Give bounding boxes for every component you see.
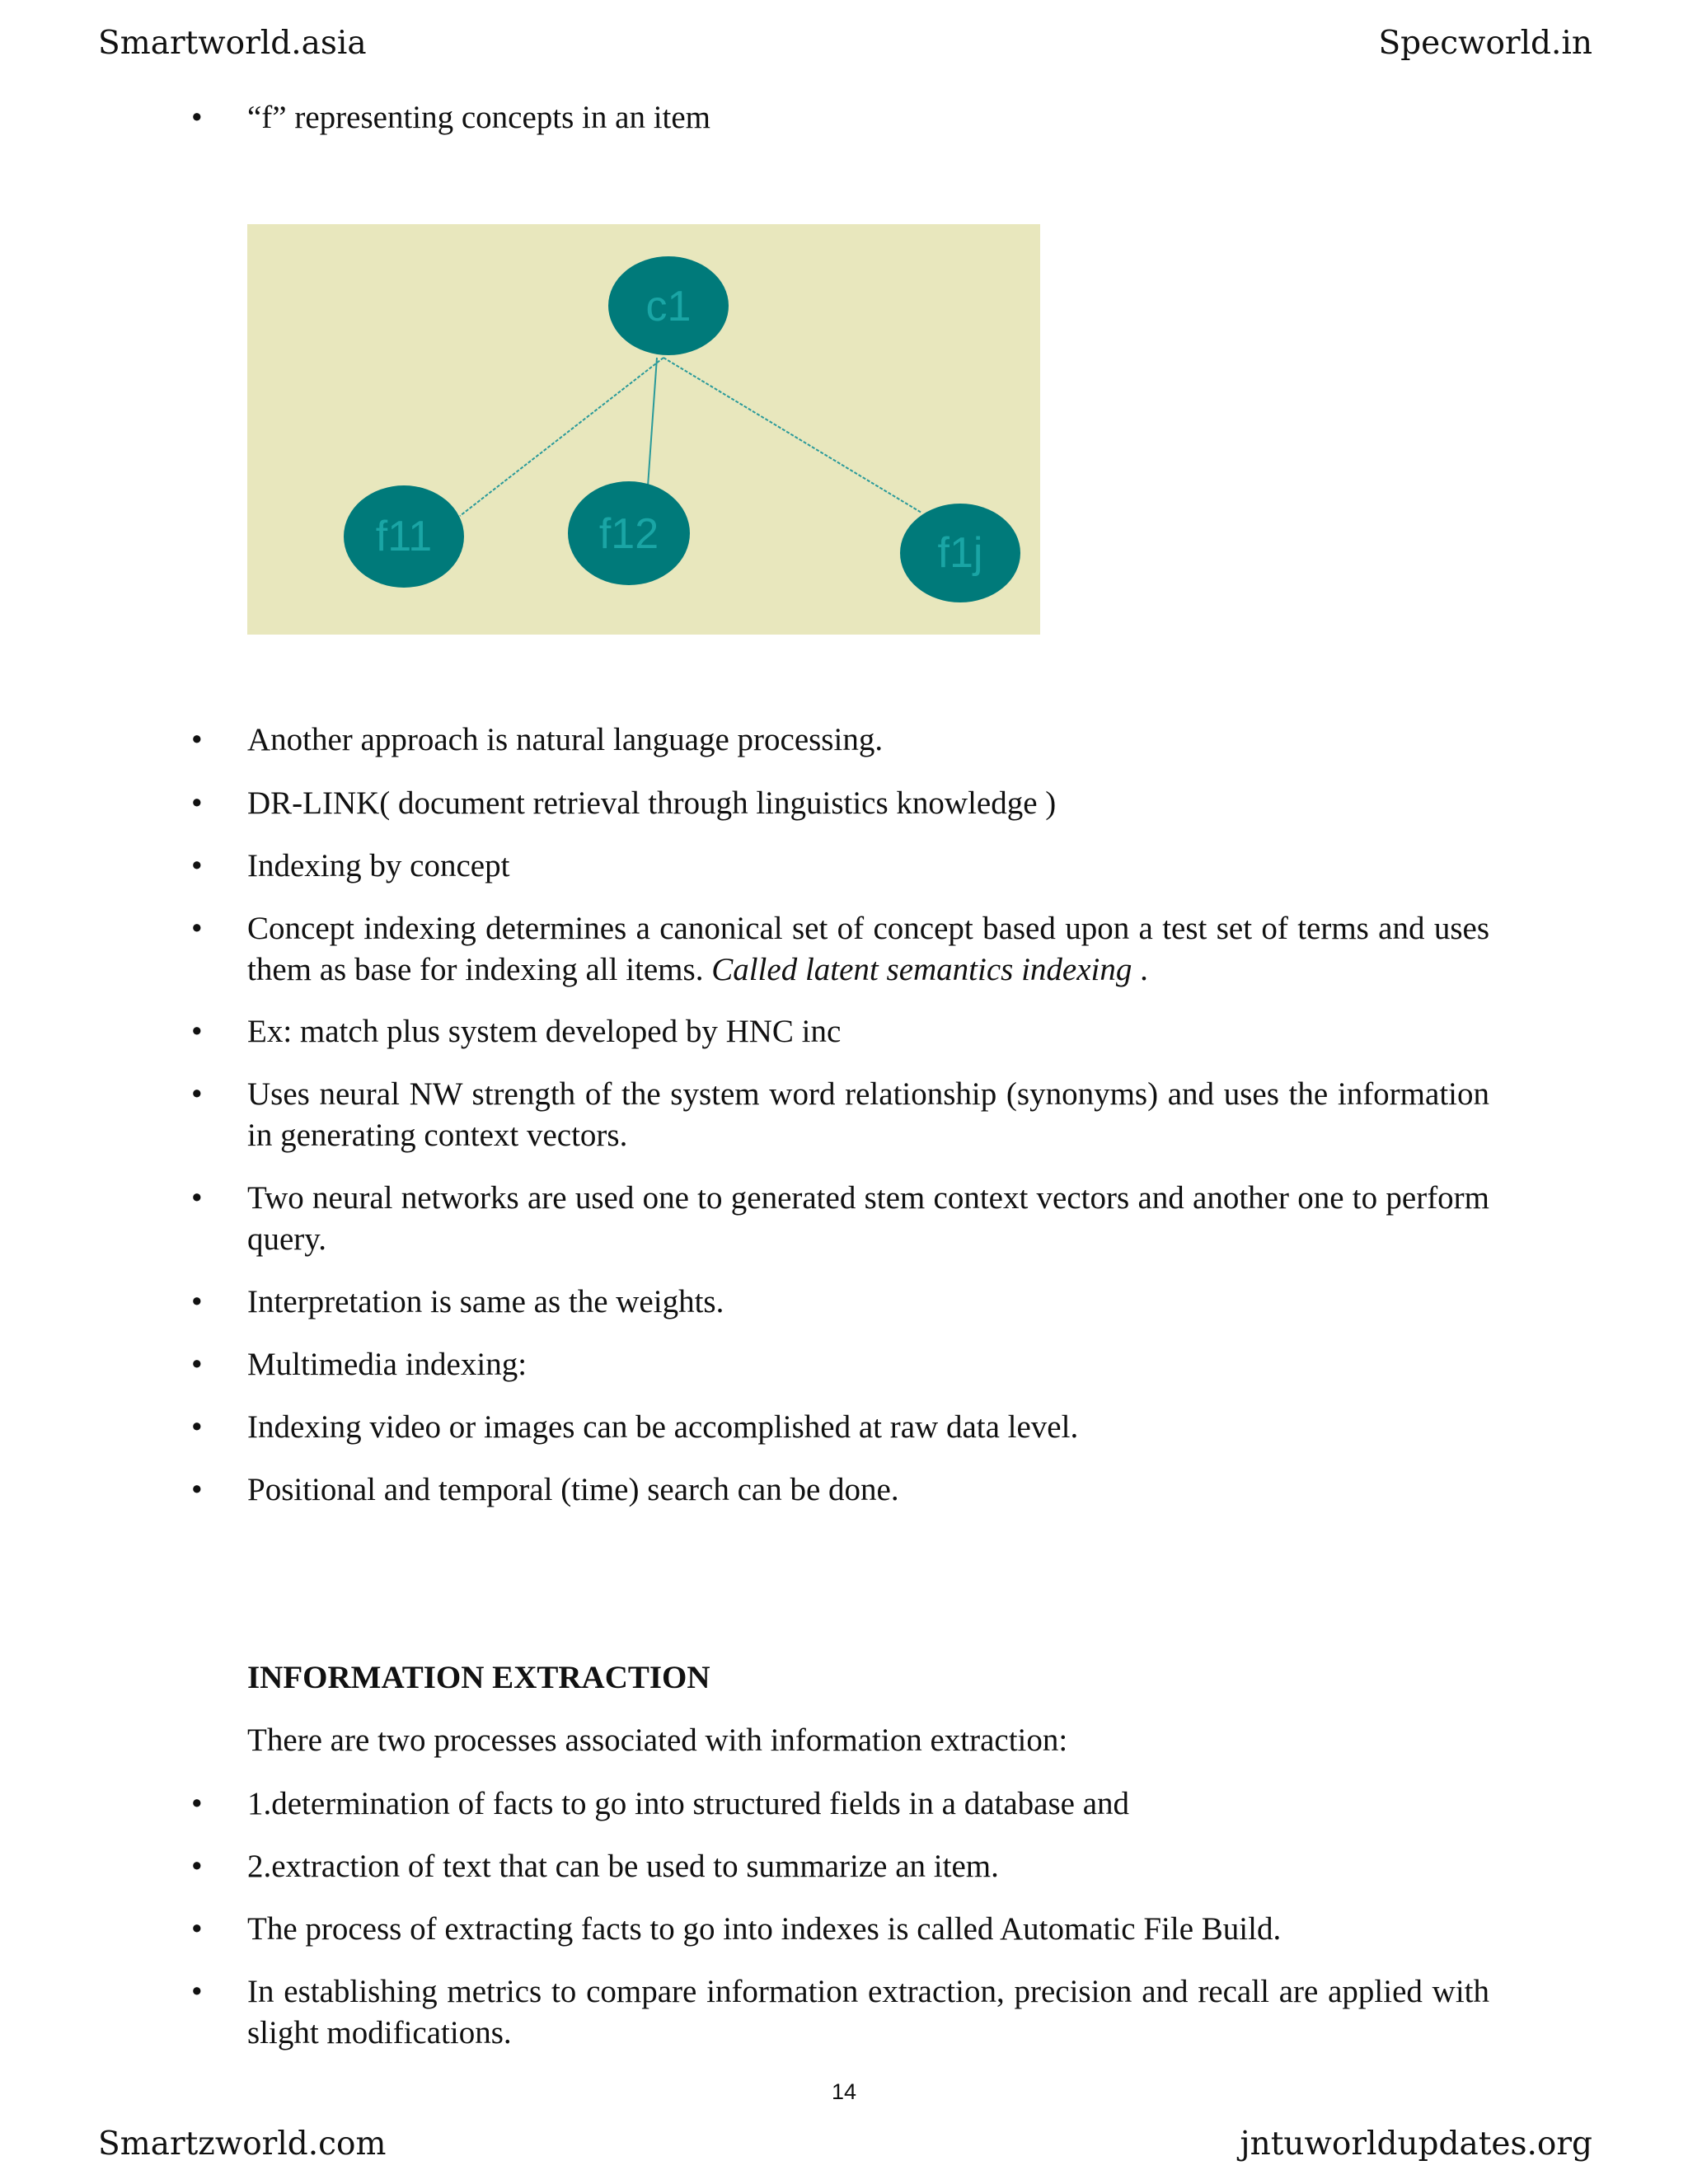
concept-diagram-svg xyxy=(247,224,1040,635)
list-item-text: DR-LINK( document retrieval through linguistics knowledge ) xyxy=(247,785,1057,821)
node-f12 xyxy=(568,481,690,585)
node-f12-label: f12 xyxy=(598,510,659,558)
node-f1j-label: f1j xyxy=(937,529,983,577)
bullet-icon: • xyxy=(191,722,203,757)
list-item-text: Interpretation is same as the weights. xyxy=(247,1284,724,1319)
node-c1 xyxy=(608,256,729,355)
page-number: 14 xyxy=(831,2079,857,2104)
list-item xyxy=(191,1971,1489,2054)
bullet-icon: • xyxy=(191,911,203,946)
header-left-site: Smartworld.asia xyxy=(98,25,367,62)
bullet-icon: • xyxy=(191,1284,203,1319)
edge-c1-f1j xyxy=(663,358,921,513)
list-item xyxy=(191,908,1489,991)
node-f11-label: f11 xyxy=(375,513,433,560)
list-item-text: Uses neural NW strength of the system word relationship (synonyms) and uses the information in generating context vectors. xyxy=(247,1076,1489,1153)
list-item-text: Indexing by concept xyxy=(247,848,510,883)
list-item-text: Two neural networks are used one to generated stem context vectors and another one to perform query. xyxy=(247,1180,1489,1257)
bullet-icon: • xyxy=(191,1347,203,1382)
list-item-text: Ex: match plus system developed by HNC inc xyxy=(247,1014,842,1049)
header-right-site: Specworld.in xyxy=(1378,25,1592,62)
node-c1-label: c1 xyxy=(645,283,692,330)
footer-left-site: Smartzworld.com xyxy=(98,2125,387,2163)
bullet-icon: • xyxy=(191,785,203,821)
bullet-icon: • xyxy=(191,1180,203,1216)
list-item-text: The process of extracting facts to go into indexes is called Automatic File Build. xyxy=(247,1911,1282,1947)
bullet-icon: • xyxy=(191,848,203,883)
node-f11 xyxy=(344,485,464,588)
concept-diagram xyxy=(247,224,1040,635)
edge-c1-f12 xyxy=(647,358,657,498)
list-item-text: Indexing video or images can be accomplished at raw data level. xyxy=(247,1409,1079,1445)
list-item-text: 1.determination of facts to go into structured fields in a database and xyxy=(247,1786,1130,1821)
concept-bullet-text: Concept indexing determines a canonical set of concept based upon a test set of terms and uses them as base for indexing all items. xyxy=(247,911,1489,987)
list-item-text xyxy=(247,908,1489,991)
list-item-text: Positional and temporal (time) search can be done. xyxy=(247,1472,899,1507)
list-item xyxy=(191,1178,1489,1260)
footer-right-site: jntuworldupdates.org xyxy=(1240,2125,1592,2163)
list-item-text: Another approach is natural language processing. xyxy=(247,722,884,757)
bullet-icon: • xyxy=(191,1076,203,1112)
bullet-icon: • xyxy=(191,1849,203,1884)
node-f1j xyxy=(900,504,1020,602)
section-heading: INFORMATION EXTRACTION xyxy=(247,1660,710,1695)
bullet-icon: • xyxy=(191,1409,203,1445)
list-item-text: “f” representing concepts in an item xyxy=(247,100,711,135)
list-item xyxy=(191,1074,1489,1156)
bullet-icon: • xyxy=(191,1786,203,1821)
bullet-icon: • xyxy=(191,1911,203,1947)
section-intro: There are two processes associated with information extraction: xyxy=(247,1722,1068,1758)
list-item-text: Multimedia indexing: xyxy=(247,1347,528,1382)
list-item-text: 2.extraction of text that can be used to summarize an item. xyxy=(247,1849,999,1884)
concept-bullet-end: . xyxy=(1140,952,1148,987)
bullet-icon: • xyxy=(191,1472,203,1507)
bullet-icon: • xyxy=(191,1014,203,1049)
bullet-icon: • xyxy=(191,100,203,135)
list-item-text: In establishing metrics to compare information extraction, precision and recall are applied with slight modifications. xyxy=(247,1974,1489,2050)
bullet-icon: • xyxy=(191,1974,203,2009)
concept-bullet-italic: Called latent semantics indexing xyxy=(711,952,1132,987)
